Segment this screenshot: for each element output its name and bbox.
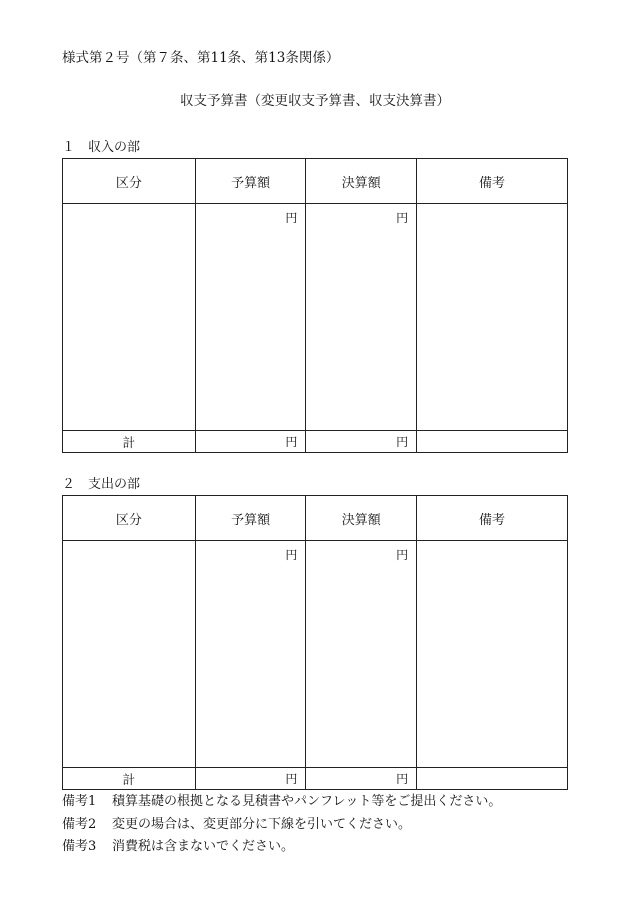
expense-settlement-cell[interactable] [306, 541, 417, 768]
expense-entry-row [63, 541, 568, 768]
expense-header-remarks: 備考 [417, 496, 568, 541]
income-header-remarks: 備考 [417, 159, 568, 204]
expense-section-title: ２ 支出の部 [62, 477, 141, 492]
income-total-label: 計 [63, 431, 196, 453]
expense-total-remarks-cell[interactable] [417, 768, 568, 790]
income-table [62, 158, 568, 453]
yen-unit: 円 [396, 211, 409, 225]
expense-total-settlement-cell[interactable] [306, 768, 417, 790]
yen-unit: 円 [285, 548, 298, 562]
income-budget-cell[interactable] [195, 204, 306, 431]
yen-unit: 円 [396, 548, 409, 562]
yen-unit: 円 [285, 211, 298, 225]
expense-remarks-cell[interactable] [417, 541, 568, 768]
note-text: 変更の場合は、変更部分に下線を引いてください。 [112, 816, 412, 832]
income-total-budget-cell[interactable] [195, 431, 306, 453]
note-label: 備考1 [62, 794, 97, 809]
note-item [62, 791, 501, 814]
income-settlement-cell[interactable] [306, 204, 417, 431]
expense-header-row [63, 496, 568, 541]
expense-header-settlement: 決算額 [306, 496, 417, 541]
expense-budget-cell[interactable] [195, 541, 306, 768]
expense-table [62, 495, 568, 790]
income-header-budget: 予算額 [195, 159, 306, 204]
form-number: 様式第２号（第７条、第11条、第13条関係） [62, 50, 340, 66]
expense-category-cell[interactable] [63, 541, 196, 768]
expense-header-category: 区分 [63, 496, 196, 541]
yen-unit: 円 [285, 772, 298, 786]
income-header-row [63, 159, 568, 204]
income-header-settlement: 決算額 [306, 159, 417, 204]
document-title: 収支予算書（変更収支予算書、収支決算書） [180, 93, 450, 109]
yen-unit: 円 [285, 435, 298, 449]
note-label: 備考3 [62, 839, 97, 854]
yen-unit: 円 [396, 772, 409, 786]
income-header-category: 区分 [63, 159, 196, 204]
expense-total-label: 計 [63, 768, 196, 790]
note-item [62, 814, 501, 837]
note-label: 備考2 [62, 816, 97, 832]
income-remarks-cell[interactable] [417, 204, 568, 431]
income-section-title: １ 収入の部 [62, 140, 141, 155]
notes-section [62, 791, 501, 859]
expense-header-budget: 予算額 [195, 496, 306, 541]
note-item [62, 836, 501, 859]
income-category-cell[interactable] [63, 204, 196, 431]
income-total-settlement-cell[interactable] [306, 431, 417, 453]
yen-unit: 円 [396, 435, 409, 449]
income-total-remarks-cell[interactable] [417, 431, 568, 453]
income-total-row [63, 431, 568, 453]
expense-total-budget-cell[interactable] [195, 768, 306, 790]
income-entry-row [63, 204, 568, 431]
note-text: 消費税は含まないでください。 [112, 839, 295, 854]
expense-total-row [63, 768, 568, 790]
note-text: 積算基礎の根拠となる見積書やパンフレット等をご提出ください。 [112, 794, 502, 809]
